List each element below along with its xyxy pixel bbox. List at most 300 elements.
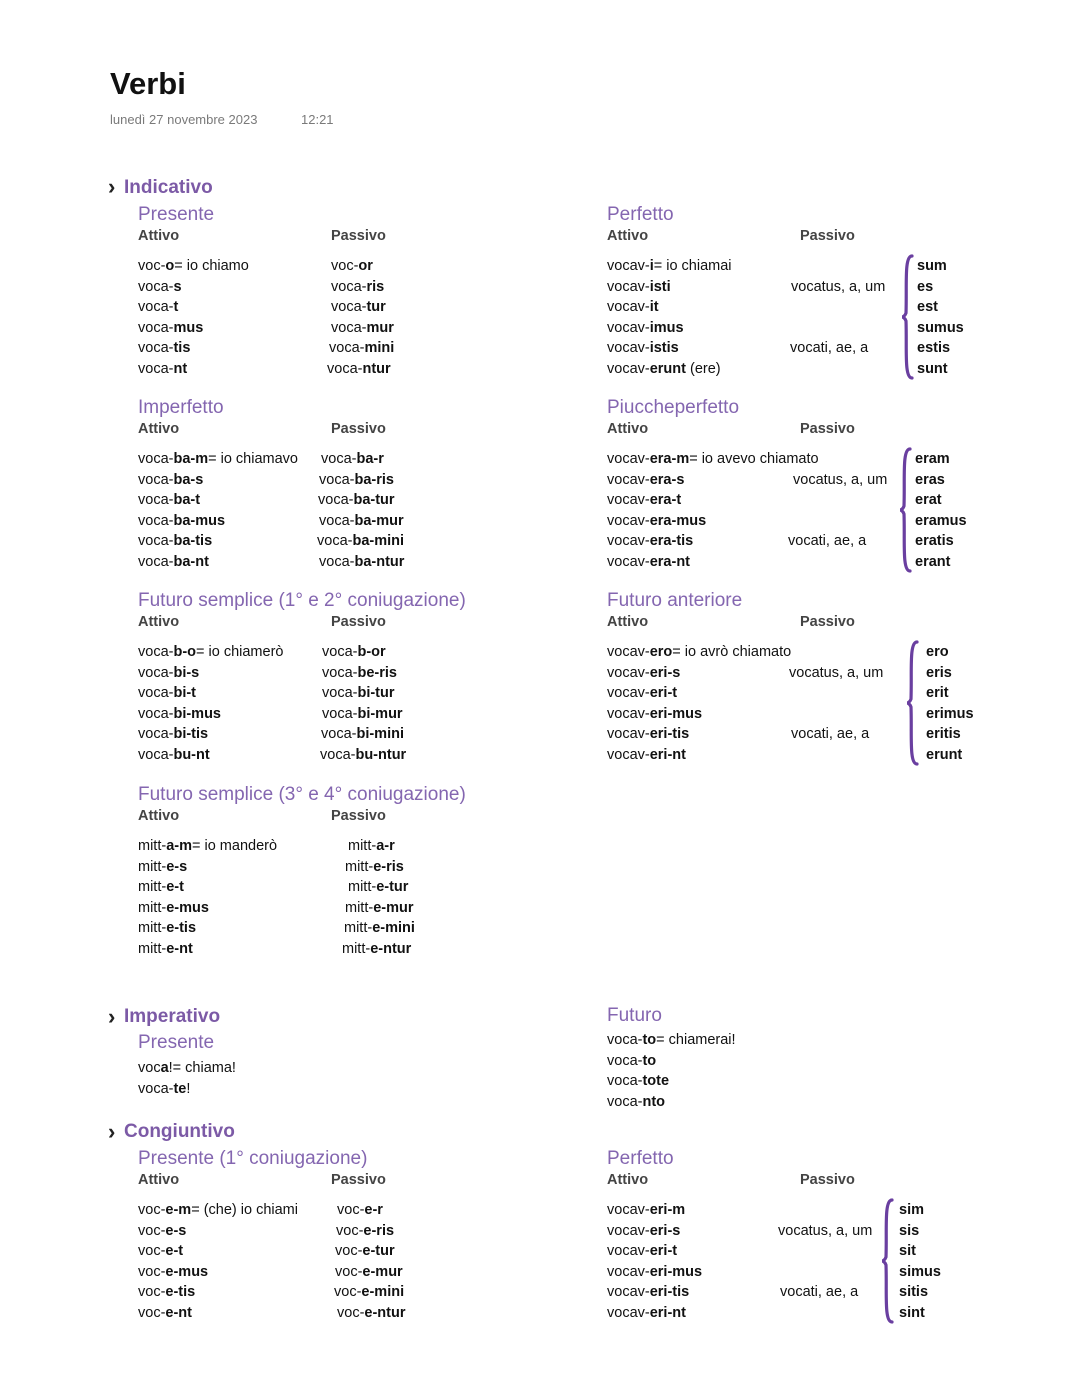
passivo-row	[322, 642, 386, 662]
verb-stem: voca-	[607, 1032, 643, 1048]
verb-ending: ba-m	[173, 451, 209, 467]
passivo-row	[322, 704, 403, 724]
verb-ending: e-s	[165, 1222, 187, 1239]
auxiliary-form: erit	[926, 685, 949, 702]
verb-stem: voca-	[138, 1080, 174, 1097]
attivo-row	[138, 898, 209, 918]
attivo-row	[607, 724, 689, 744]
verb-ending: nto	[642, 1093, 666, 1110]
verb-translation: = io chiamo	[174, 258, 249, 274]
verb-stem: vocav-	[607, 1202, 650, 1218]
passivo-row	[342, 939, 411, 959]
attivo-row	[607, 642, 791, 662]
verb-stem: voca-	[138, 533, 174, 550]
verb-translation: = io chiamai	[653, 258, 732, 274]
attivo-row	[138, 642, 283, 662]
imperative-row	[607, 1071, 669, 1091]
verb-ending: bu-ntur	[355, 747, 407, 763]
passivo-row	[348, 836, 395, 856]
column-header-attivo: Attivo	[138, 1172, 180, 1188]
verb-ending: e-nt	[166, 941, 193, 957]
verb-ending: eri-nt	[649, 747, 686, 763]
attivo-row	[607, 1241, 677, 1261]
verb-ending: erunt	[649, 361, 686, 377]
attivo-row	[138, 1282, 195, 1302]
curly-brace-icon	[898, 447, 914, 573]
verb-ending: imus	[649, 319, 684, 336]
verb-stem: vocav-	[607, 451, 650, 467]
column-header-attivo: Attivo	[138, 228, 180, 244]
auxiliary-form: estis	[917, 340, 951, 357]
verb-stem: voca-	[331, 299, 367, 316]
chevron-right-icon[interactable]: ›	[108, 1119, 116, 1144]
verb-stem: voca-	[317, 533, 353, 550]
tense-title: Perfetto	[607, 204, 674, 225]
passivo-row	[335, 1241, 395, 1261]
verb-ending: eri-nt	[649, 1305, 686, 1321]
auxiliary-form: ero	[926, 644, 949, 660]
attivo-row	[138, 1262, 208, 1282]
auxiliary-form: sis	[899, 1222, 920, 1239]
attivo-row	[607, 359, 721, 379]
tense-title: Futuro anteriore	[607, 590, 743, 611]
tense-title: Presente	[138, 1032, 215, 1053]
passivo-row	[335, 1262, 403, 1282]
passivo-row	[321, 449, 384, 469]
attivo-row	[607, 511, 706, 531]
verb-stem: mitt-	[138, 858, 167, 875]
attivo-row	[138, 724, 208, 744]
column-header-passivo: Passivo	[331, 614, 386, 630]
verb-ending: b-or	[357, 644, 386, 660]
attivo-row	[138, 857, 187, 877]
verb-stem: vocav-	[607, 1284, 650, 1301]
attivo-row	[138, 683, 196, 703]
attivo-row	[138, 338, 190, 358]
verb-ending: e-s	[166, 858, 188, 875]
imperative-row	[607, 1051, 656, 1071]
verb-ending: a	[160, 1060, 169, 1076]
verb-stem: voca-	[138, 340, 174, 357]
attivo-row	[607, 470, 684, 490]
verb-stem: voca-	[138, 705, 174, 722]
verb-ending: e-mur	[373, 899, 414, 916]
passivo-row	[331, 297, 386, 317]
verb-stem: voc-	[331, 258, 359, 274]
auxiliary-form: erat	[915, 492, 942, 509]
verb-stem: voc-	[138, 1202, 166, 1218]
verb-ending: e-tis	[165, 1284, 196, 1301]
passivo-row	[345, 898, 413, 918]
attivo-row	[607, 490, 681, 510]
verb-ending: i	[649, 258, 654, 274]
attivo-row	[607, 1262, 702, 1282]
verb-ending: e-ris	[373, 858, 404, 875]
verb-ending: ba-ntur	[354, 554, 405, 570]
attivo-row	[607, 1303, 686, 1323]
passivo-row	[348, 877, 408, 897]
verb-stem: mitt-	[138, 879, 167, 896]
verb-ending: e-nt	[165, 1305, 192, 1321]
verb-stem: vocav-	[607, 644, 650, 660]
verb-stem: mitt-	[344, 920, 373, 937]
verb-ending: eri-tis	[649, 1284, 690, 1301]
tense-title: Imperfetto	[138, 397, 224, 418]
attivo-row	[607, 1221, 680, 1241]
verb-stem: voca-	[329, 340, 365, 357]
imperative-row	[138, 1079, 190, 1099]
verb-ending: mini	[364, 340, 395, 357]
verb-ending: bi-t	[173, 685, 197, 702]
passivo-row	[344, 918, 415, 938]
curly-brace-icon	[905, 640, 921, 766]
verb-stem: vocav-	[607, 1263, 650, 1280]
verb-stem: voca-	[138, 664, 174, 681]
passivo-participle-singular: vocatus, a, um	[789, 664, 884, 681]
passivo-participle-plural: vocati, ae, a	[791, 726, 870, 743]
verb-ending: e-ntur	[364, 1305, 406, 1321]
verb-stem: vocav-	[607, 533, 650, 550]
verb-stem: voca-	[327, 361, 363, 377]
verb-stem: vocav-	[607, 1222, 650, 1239]
verb-ending: ba-mini	[352, 533, 405, 550]
verb-stem: vocav-	[607, 299, 650, 316]
auxiliary-form: es	[917, 278, 934, 295]
attivo-row	[138, 552, 209, 572]
verb-ending: istis	[649, 340, 679, 357]
passivo-participle-singular: vocatus, a, um	[791, 278, 886, 295]
verb-stem: mitt-	[345, 858, 374, 875]
auxiliary-form: sitis	[899, 1284, 929, 1301]
verb-ending: e-mus	[165, 1263, 209, 1280]
tense-title: Presente (1° coniugazione)	[138, 1148, 368, 1169]
verb-ending: tis	[173, 340, 191, 357]
verb-stem: voc-	[337, 1202, 365, 1218]
verb-ending: eri-m	[649, 1202, 686, 1218]
column-header-passivo: Passivo	[331, 421, 386, 437]
attivo-row	[138, 836, 277, 856]
verb-ending: e-mus	[166, 899, 209, 916]
verb-ending: era-nt	[649, 554, 691, 570]
verb-ending: eri-t	[649, 1243, 678, 1260]
verb-stem: voca-	[138, 471, 174, 488]
verb-ending: mus	[173, 319, 204, 336]
verb-stem: voc-	[336, 1222, 364, 1239]
column-header-attivo: Attivo	[138, 808, 180, 824]
verb-translation: = (che) io chiami	[191, 1202, 298, 1218]
verb-stem: vocav-	[607, 258, 650, 274]
column-header-attivo: Attivo	[607, 1172, 649, 1188]
verb-ending: bi-s	[173, 664, 200, 681]
verb-stem: voca-	[318, 492, 354, 509]
attivo-row	[607, 552, 690, 572]
column-header-passivo: Passivo	[800, 228, 855, 244]
passivo-row	[322, 663, 397, 683]
tense-title: Presente	[138, 204, 215, 225]
verb-ending: a-m	[166, 838, 192, 854]
verb-stem: voc	[138, 1060, 161, 1076]
verb-translation: = io avrò chiamato	[672, 644, 792, 660]
page-date: lunedì 27 novembre 2023	[110, 112, 258, 127]
verb-stem: vocav-	[607, 319, 650, 336]
passivo-row	[331, 256, 373, 276]
passivo-row	[337, 1200, 383, 1220]
verb-stem: mitt-	[138, 838, 167, 854]
passivo-row	[322, 683, 395, 703]
verb-ending: bi-mus	[173, 705, 221, 722]
verb-stem: voc-	[138, 1243, 166, 1260]
passivo-row	[318, 490, 395, 510]
verb-stem: voca-	[138, 726, 174, 743]
passivo-row	[331, 318, 394, 338]
verb-ending: nt	[173, 361, 188, 377]
chevron-right-icon[interactable]: ›	[108, 174, 116, 199]
verb-stem: mitt-	[342, 941, 371, 957]
verb-stem: voca-	[331, 319, 367, 336]
auxiliary-form: eratis	[915, 533, 954, 550]
verb-stem: voca-	[331, 278, 367, 295]
attivo-row	[138, 470, 203, 490]
verb-stem: voc-	[335, 1243, 363, 1260]
attivo-row	[607, 338, 679, 358]
passivo-participle-singular: vocatus, a, um	[793, 471, 888, 488]
verb-ending: tur	[366, 299, 386, 316]
verb-ending: era-s	[649, 471, 685, 488]
attivo-row	[138, 449, 298, 469]
tense-title: Perfetto	[607, 1148, 674, 1169]
verb-stem: voc-	[138, 258, 166, 274]
attivo-row	[138, 1303, 192, 1323]
verb-ending: o	[165, 258, 175, 274]
auxiliary-form: eras	[915, 471, 945, 488]
verb-stem: vocav-	[607, 340, 650, 357]
tense-title: Futuro semplice (3° e 4° coniugazione)	[138, 784, 466, 805]
verb-translation: = io manderò	[191, 838, 278, 854]
column-header-passivo: Passivo	[800, 1172, 855, 1188]
verb-stem: vocav-	[607, 554, 650, 570]
verb-ending: s	[173, 278, 182, 295]
verb-stem: mitt-	[345, 899, 374, 916]
auxiliary-form: sunt	[917, 361, 948, 377]
verb-ending: bi-tur	[357, 685, 395, 702]
verb-stem: vocav-	[607, 278, 650, 295]
column-header-passivo: Passivo	[800, 614, 855, 630]
verb-stem: vocav-	[607, 512, 650, 529]
attivo-row	[138, 877, 184, 897]
attivo-row	[138, 359, 187, 379]
auxiliary-form: est	[917, 299, 938, 316]
auxiliary-form: eram	[915, 451, 950, 467]
verb-ending: eri-s	[649, 1222, 681, 1239]
verb-ending: to	[642, 1032, 657, 1048]
verb-ending: era-m	[649, 451, 690, 467]
attivo-row	[607, 256, 732, 276]
verb-stem: mitt-	[348, 838, 377, 854]
verb-translation: != chiama!	[168, 1060, 236, 1076]
verb-stem: voca-	[138, 644, 174, 660]
verb-stem: voca-	[607, 1093, 643, 1110]
passivo-participle-plural: vocati, ae, a	[780, 1284, 859, 1301]
verb-ending: e-tur	[376, 879, 409, 896]
verb-ending: eri-mus	[649, 705, 703, 722]
verb-ending: e-mini	[372, 920, 415, 937]
auxiliary-form: eritis	[926, 726, 961, 743]
verb-stem: voc-	[335, 1263, 363, 1280]
column-header-attivo: Attivo	[138, 421, 180, 437]
passivo-row	[336, 1221, 394, 1241]
verb-stem: vocav-	[607, 685, 650, 702]
verb-stem: vocav-	[607, 705, 650, 722]
attivo-row	[607, 704, 702, 724]
verb-ending: era-mus	[649, 512, 707, 529]
verb-ending: ba-ris	[354, 471, 394, 488]
verb-stem: voca-	[321, 451, 357, 467]
column-header-attivo: Attivo	[607, 614, 649, 630]
attivo-row	[138, 1221, 186, 1241]
passivo-row	[337, 1303, 406, 1323]
attivo-row	[138, 1241, 183, 1261]
verb-ending: ba-r	[356, 451, 384, 467]
verb-ending: bi-tis	[173, 726, 209, 743]
attivo-row	[607, 297, 659, 317]
verb-ending: eri-mus	[649, 1263, 703, 1280]
verb-ending: mur	[366, 319, 394, 336]
verb-ending: ba-mus	[173, 512, 226, 529]
verb-ending: e-r	[364, 1202, 383, 1218]
verb-stem: voc-	[138, 1222, 166, 1239]
passivo-row	[345, 857, 404, 877]
verb-ending: bu-nt	[173, 747, 210, 763]
verb-translation: = io chiamavo	[208, 451, 298, 467]
attivo-row	[607, 1200, 685, 1220]
verb-ending: a-r	[376, 838, 395, 854]
tense-title: Piuccheperfetto	[607, 397, 740, 418]
attivo-row	[138, 1200, 298, 1220]
page-title: Verbi	[110, 66, 186, 101]
attivo-row	[607, 663, 680, 683]
attivo-row	[607, 449, 819, 469]
verb-ending: it	[649, 299, 659, 316]
verb-ending: e-m	[165, 1202, 192, 1218]
verb-stem: vocav-	[607, 361, 650, 377]
auxiliary-form: sum	[917, 258, 947, 274]
verb-ending: ba-tur	[353, 492, 395, 509]
auxiliary-form: eris	[926, 664, 952, 681]
verb-ending: b-o	[173, 644, 197, 660]
verb-ending: ero	[649, 644, 673, 660]
imperative-row	[607, 1030, 736, 1050]
passivo-row	[319, 470, 394, 490]
attivo-row	[138, 939, 193, 959]
verb-ending: e-tis	[166, 920, 197, 937]
column-header-attivo: Attivo	[138, 614, 180, 630]
auxiliary-form: sint	[899, 1305, 925, 1321]
passivo-row	[334, 1282, 404, 1302]
verb-ending: e-mini	[361, 1284, 405, 1301]
verb-ending: be-ris	[357, 664, 397, 681]
passivo-row	[331, 277, 384, 297]
auxiliary-form: eramus	[915, 512, 967, 529]
verb-stem: vocav-	[607, 747, 650, 763]
verb-stem: voca-	[138, 361, 174, 377]
verb-ending: eri-s	[649, 664, 681, 681]
imperative-row	[138, 1058, 236, 1078]
verb-stem: voca-	[138, 747, 174, 763]
verb-stem: vocav-	[607, 1243, 650, 1260]
verb-ending: te	[173, 1080, 187, 1097]
chevron-right-icon[interactable]: ›	[108, 1004, 116, 1029]
verb-stem: voc-	[337, 1305, 365, 1321]
verb-ending: isti	[649, 278, 671, 295]
verb-translation: (ere)	[685, 361, 721, 377]
verb-stem: voc-	[138, 1284, 166, 1301]
verb-stem: voca-	[138, 685, 174, 702]
verb-stem: voca-	[138, 554, 174, 570]
verb-stem: voca-	[138, 512, 174, 529]
verb-stem: voca-	[319, 471, 355, 488]
attivo-row	[607, 683, 677, 703]
verb-ending: e-ris	[363, 1222, 395, 1239]
section-congiuntivo: Congiuntivo	[124, 1121, 235, 1142]
imperative-row	[607, 1092, 665, 1112]
tense-title: Futuro semplice (1° e 2° coniugazione)	[138, 590, 466, 611]
verb-translation: !	[186, 1080, 191, 1097]
verb-stem: mitt-	[138, 899, 167, 916]
passivo-participle-plural: vocati, ae, a	[790, 340, 869, 357]
attivo-row	[138, 490, 200, 510]
attivo-row	[138, 318, 203, 338]
section-indicativo: Indicativo	[124, 177, 213, 198]
passivo-row	[321, 724, 404, 744]
verb-stem: vocav-	[607, 1305, 650, 1321]
verb-ending: eri-t	[649, 685, 678, 702]
verb-translation: = chiamerai!	[656, 1032, 736, 1048]
attivo-row	[138, 745, 210, 765]
verb-stem: voca-	[138, 451, 174, 467]
verb-ending: e-t	[165, 1243, 184, 1260]
verb-ending: or	[358, 258, 373, 274]
passivo-row	[319, 511, 404, 531]
attivo-row	[138, 531, 212, 551]
attivo-row	[138, 256, 249, 276]
attivo-row	[607, 1282, 689, 1302]
verb-ending: ba-mur	[354, 512, 404, 529]
verb-stem: voc-	[334, 1284, 362, 1301]
verb-stem: vocav-	[607, 492, 650, 509]
verb-stem: voca-	[607, 1073, 643, 1090]
column-header-passivo: Passivo	[331, 1172, 386, 1188]
attivo-row	[607, 745, 686, 765]
verb-translation: = io chiamerò	[196, 644, 284, 660]
verb-stem: vocav-	[607, 471, 650, 488]
verb-ending: era-t	[649, 492, 682, 509]
verb-stem: voca-	[138, 278, 174, 295]
page-time: 12:21	[301, 112, 334, 127]
auxiliary-form: sumus	[917, 319, 964, 336]
attivo-row	[607, 318, 684, 338]
verb-stem: voc-	[138, 1305, 166, 1321]
column-header-attivo: Attivo	[607, 228, 649, 244]
auxiliary-form: sit	[899, 1243, 916, 1260]
verb-stem: mitt-	[138, 941, 167, 957]
verb-ending: era-tis	[649, 533, 694, 550]
verb-stem: voca-	[319, 512, 355, 529]
verb-stem: voca-	[322, 685, 358, 702]
attivo-row	[138, 704, 221, 724]
passivo-row	[319, 552, 404, 572]
column-header-passivo: Passivo	[331, 808, 386, 824]
verb-stem: voca-	[607, 1052, 643, 1069]
